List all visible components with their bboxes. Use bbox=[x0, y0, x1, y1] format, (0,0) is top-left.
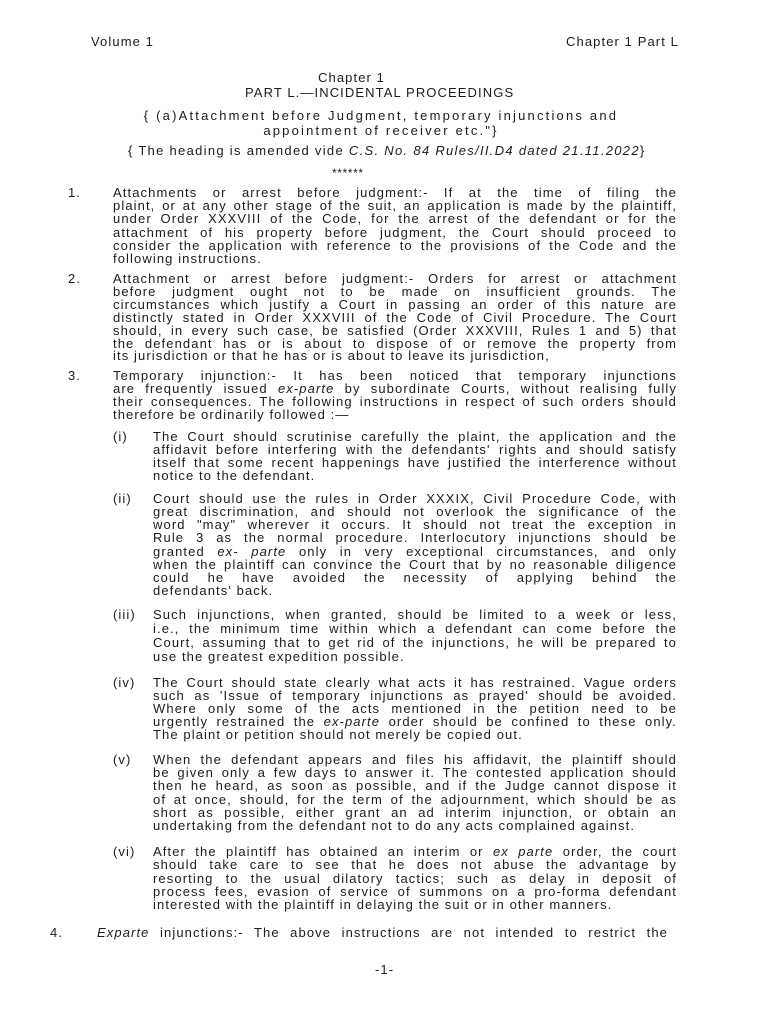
text-line: its jurisdiction or that he has or is about to leave its jurisdiction, bbox=[113, 348, 550, 364]
text-segment: are frequently issued bbox=[113, 381, 278, 396]
text-line: short as possible, either grant an ad interim injunction, or obtain an bbox=[153, 804, 677, 820]
text-line: should take care to see that he does not abuse the advantage by bbox=[153, 857, 677, 873]
text-line: then he heard, as soon as possible, and if the Judge cannot dispose it bbox=[153, 778, 677, 794]
running-header-chapter: Chapter 1 Part L bbox=[566, 34, 679, 49]
paragraph-number: 3. bbox=[68, 368, 82, 383]
text-line: When the defendant appears and files his affidavit, the plaintiff should bbox=[153, 752, 677, 767]
italic-text: C.S. No. 84 Rules/II.D4 dated 21.11.2022 bbox=[348, 143, 640, 158]
text-line: under Order XXXVIII of the Code, for the arrest of the defendant or for the bbox=[113, 211, 677, 227]
text-line bbox=[97, 926, 668, 939]
chapter-heading: Chapter 1 bbox=[318, 70, 385, 85]
text-line: Attachment or arrest before judgment:- Orders for arrest or attachment bbox=[113, 271, 677, 286]
text-line: be given only a few days to answer it. The contested application should bbox=[153, 765, 677, 781]
running-header-volume: Volume 1 bbox=[91, 34, 155, 49]
paragraph-number: 4. bbox=[50, 925, 64, 940]
subitem-label: (ii) bbox=[113, 491, 132, 506]
text-segment: order, the court bbox=[553, 844, 677, 859]
text-line: the defendant has or is about to dispose of or remove the property from bbox=[113, 335, 677, 351]
italic-text: ex-parte bbox=[277, 381, 335, 396]
amendment-note bbox=[128, 144, 646, 157]
text-line: attachment of his property before judgment, the Court should proceed to bbox=[113, 224, 677, 240]
subitem-text bbox=[153, 676, 677, 741]
text-line: The Court should scrutinise carefully the plaint, the application and the bbox=[153, 429, 677, 444]
text-line: word "may" wherever it occurs. It should not treat the exception in bbox=[153, 517, 677, 533]
text-line: consider the application with reference to the provisions of the Code and the bbox=[113, 237, 677, 253]
text-line: appointment of receiver etc."} bbox=[263, 123, 499, 138]
text-line: resorting to the usual dilatory tactics; such as delay in deposit of bbox=[153, 870, 677, 886]
text-line: should, in every such case, be satisfied (Order XXXVIII, Rules 1 and 5) that bbox=[113, 322, 677, 338]
text-line bbox=[153, 545, 677, 558]
text-line: circumstances which justify a Court in passing an order of this nature are bbox=[113, 296, 677, 312]
text-line: defendants' back. bbox=[153, 583, 274, 599]
italic-text: Exparte bbox=[97, 925, 150, 940]
text-line: { (a)Attachment before Judgment, temporary injunctions and bbox=[143, 108, 619, 123]
text-line: itself that some recent happenings have justified the interference without bbox=[153, 455, 677, 470]
paragraph-text bbox=[113, 369, 677, 421]
subitem-label: (iii) bbox=[113, 607, 136, 622]
paragraph-number: 1. bbox=[68, 185, 82, 200]
text-line: following instructions. bbox=[113, 251, 262, 267]
text-line: of at once, should, for the term of the adjournment, which should be as bbox=[153, 791, 677, 807]
subitem-label: (vi) bbox=[113, 844, 136, 859]
text-line: great discrimination, and should not overlook the significance of the bbox=[153, 504, 677, 520]
italic-text: ex- parte bbox=[217, 543, 287, 559]
text-line: The plaint or petition should not merely be copied out. bbox=[153, 727, 523, 742]
text-line: i.e., the minimum time within which a defendant can come before the bbox=[153, 621, 677, 636]
paragraph-text bbox=[113, 186, 677, 265]
text-line: such as 'Issue of temporary injunctions as prayed' should be avoided. bbox=[153, 688, 677, 703]
text-segment: urgently restrained the bbox=[153, 714, 324, 729]
text-line: interested with the plaintiff in delaying the suit or in other manners. bbox=[153, 897, 613, 912]
part-heading: PART L.—INCIDENTAL PROCEEDINGS bbox=[245, 85, 515, 100]
text-segment: order should be confined to these only. bbox=[380, 714, 678, 729]
subitem-label: (iv) bbox=[113, 675, 136, 690]
text-line: Rule 3 as the normal procedure. Interlocutory injunctions should be bbox=[153, 530, 677, 546]
text-segment: After the plaintiff has obtained an interim or bbox=[153, 844, 493, 859]
text-line: Attachments or arrest before judgment:- If at the time of filing the bbox=[113, 185, 677, 200]
text-segment: { The heading is amended vide bbox=[128, 143, 349, 158]
paragraph-text bbox=[113, 273, 677, 363]
subitem-label: (v) bbox=[113, 752, 132, 767]
text-segment: injunctions:- The above instructions are not intended to restrict the bbox=[149, 925, 668, 940]
text-line bbox=[153, 845, 677, 858]
text-line: their consequences. The following instructions in respect of such orders should bbox=[113, 394, 677, 409]
italic-text: ex-parte bbox=[323, 714, 381, 729]
subitem-text bbox=[153, 430, 677, 482]
text-line: The Court should state clearly what acts it has restrained. Vague orders bbox=[153, 675, 677, 690]
text-line: plaint, or at any other stage of the suit, an application is made by the plaintiff, bbox=[113, 198, 677, 214]
text-segment: only in very exceptional circumstances, and only bbox=[286, 543, 677, 559]
text-segment: } bbox=[639, 143, 646, 158]
text-line: Court should use the rules in Order XXXIX, Civil Procedure Code, with bbox=[153, 491, 677, 506]
subtitle bbox=[0, 108, 762, 138]
text-line bbox=[128, 144, 646, 157]
text-line: use the greatest expedition possible. bbox=[153, 649, 405, 664]
text-line: when the plaintiff can convince the Court that by no reasonable diligence bbox=[153, 556, 677, 572]
subitem-text bbox=[153, 608, 677, 664]
subitem-text bbox=[153, 753, 677, 832]
italic-text: ex parte bbox=[492, 844, 554, 859]
text-segment: granted bbox=[153, 543, 218, 559]
text-line: could he have avoided the necessity of applying behind the bbox=[153, 569, 677, 585]
subitem-text bbox=[153, 492, 677, 597]
subitem-text bbox=[153, 845, 677, 911]
text-line: undertaking from the defendant not to do any acts complained against. bbox=[153, 818, 636, 834]
text-line: affidavit before interfering with the defendants' rights and should satisfy bbox=[153, 442, 677, 457]
text-line: Such injunctions, when granted, should be limited to a week or less, bbox=[153, 607, 677, 622]
paragraph-text bbox=[97, 926, 668, 939]
text-line: Temporary injunction:- It has been noticed that temporary injunctions bbox=[113, 368, 677, 383]
text-line: Court, assuming that to get rid of the injunctions, he will be prepared to bbox=[153, 635, 677, 650]
page-number: -1- bbox=[375, 962, 395, 977]
text-line: Where only some of the acts mentioned in the petition need to be bbox=[153, 701, 677, 716]
text-line: notice to the defendant. bbox=[153, 468, 316, 483]
text-line: distinctly stated in Order XXXVIII of the Code of Civil Procedure. The Court bbox=[113, 309, 677, 325]
text-line: process fees, evasion of service of summons on a pro-forma defendant bbox=[153, 883, 677, 899]
text-line: therefore be ordinarily followed :— bbox=[113, 407, 350, 422]
subitem-label: (i) bbox=[113, 429, 128, 444]
text-line: before judgment ought not to be made on insufficient grounds. The bbox=[113, 283, 677, 299]
text-segment: by subordinate Courts, without realising fully bbox=[334, 381, 677, 396]
paragraph-number: 2. bbox=[68, 271, 82, 286]
section-separator: ****** bbox=[332, 166, 364, 180]
